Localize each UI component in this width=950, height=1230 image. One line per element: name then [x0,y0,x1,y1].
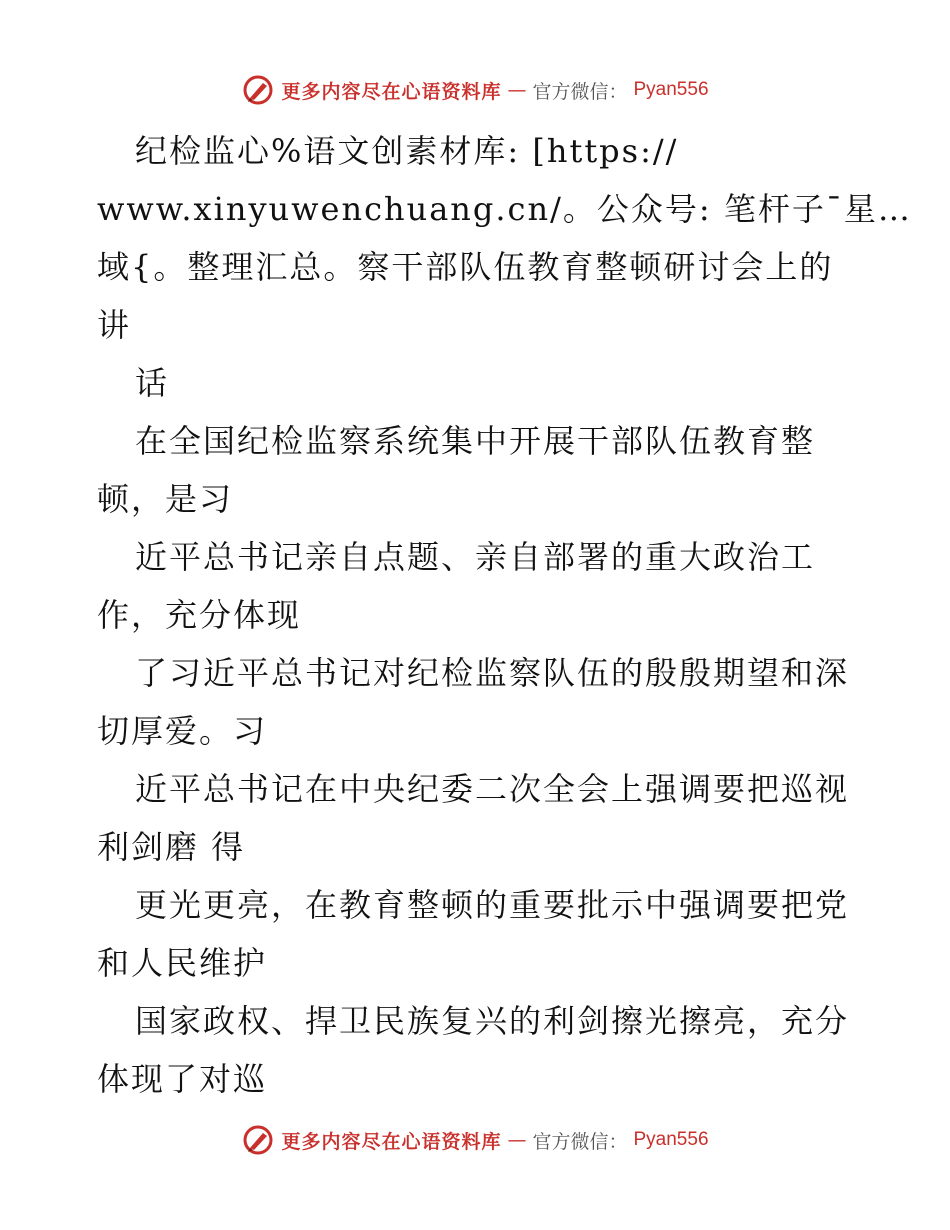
header-banner-dash: — [507,79,527,101]
document-line: 更光更亮，在教育整顿的重要批示中强调要把党 [135,886,850,924]
document-line: 近平总书记亲自点题、亲自部署的重大政治工 [135,538,816,576]
document-line: 域{。整理汇总。察干部队伍教育整顿研讨会上的 [97,248,834,286]
footer-banner [0,1120,950,1160]
document-body [97,122,912,1108]
document-line: 讲 [97,306,132,344]
footer-banner-content [241,1123,708,1157]
document-line: 顿，是习 [97,480,234,518]
document-line: 作，充分体现 [97,596,302,634]
footer-banner-dash: — [507,1129,527,1151]
footer-banner-wechat-id: Pyan556 [633,1129,709,1150]
document-line: 话 [135,364,170,402]
document-line: 国家政权、捍卫民族复兴的利剑擦光擦亮，充分 [135,1002,850,1040]
header-banner-content [241,73,708,107]
document-line: 利剑磨 得 [97,828,246,866]
header-banner [0,70,950,110]
header-banner-wechat-id: Pyan556 [633,79,709,100]
header-banner-title: 更多内容尽在心语资料库 [281,80,502,103]
document-line: 了习近平总书记对纪检监察队伍的殷殷期望和深 [135,654,850,692]
document-line: 切厚爱。习 [97,712,268,750]
document-line: www.xinyuwenchuang.cn/。公众号: 笔杆子¯星… [97,190,912,228]
footer-banner-official: 官方微信： [532,1130,628,1153]
document-line: 在全国纪检监察系统集中开展干部队伍教育整 [135,422,816,460]
pen-logo-icon [241,1123,275,1157]
footer-banner-title: 更多内容尽在心语资料库 [281,1130,502,1153]
document-line: 近平总书记在中央纪委二次全会上强调要把巡视 [135,770,850,808]
header-banner-official: 官方微信： [532,80,628,103]
document-line: 和人民维护 [97,944,268,982]
pen-logo-icon [241,73,275,107]
document-line: 纪检监心%语文创素材库: [https:// [135,132,679,170]
document-line: 体现了对巡 [97,1060,268,1098]
